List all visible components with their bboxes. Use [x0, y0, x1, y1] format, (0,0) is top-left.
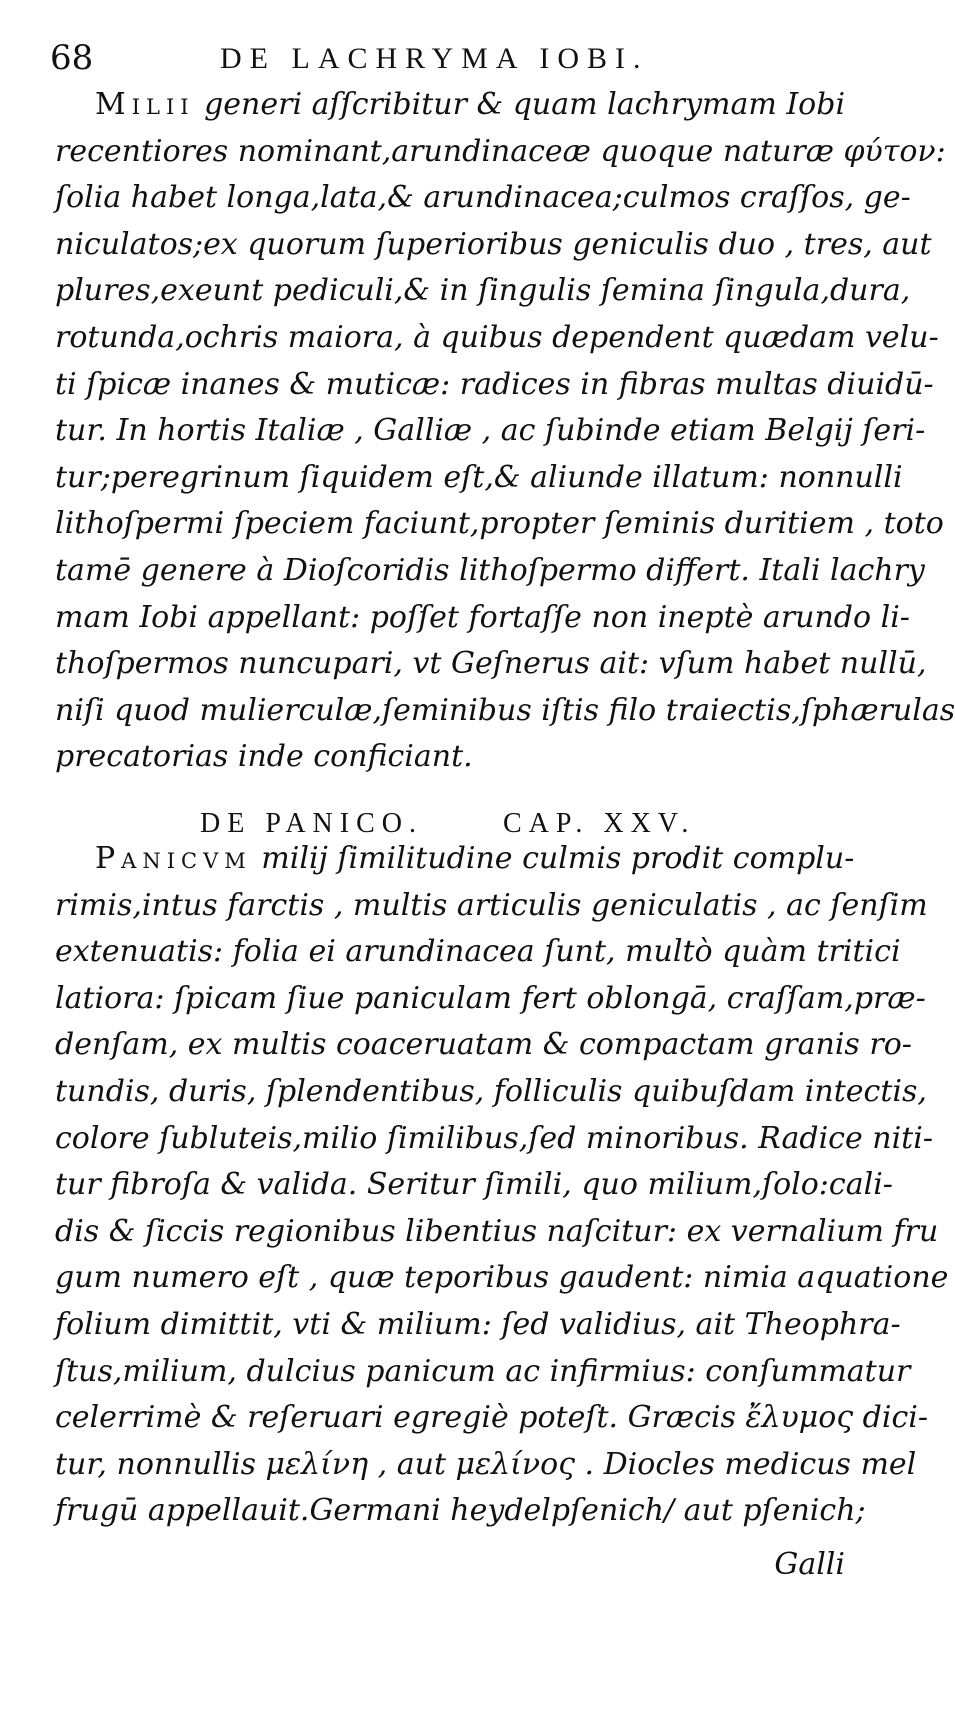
text-line: Milii generi aſſcribitur & quam lachrymam Iobi [95, 87, 846, 122]
panico-section [55, 836, 949, 1535]
text-line: frugū appellauit.Germani heydelpſenich/ aut pſenich; [55, 1493, 866, 1529]
text-line: tur;peregrinum ſiquidem eſt,& aliunde illatum: nonnulli [55, 459, 903, 495]
lead-word: Milii [95, 87, 195, 122]
text-line: celerrimè & reſeruari egregiè poteſt. Græcis ἔλυμος dici- [55, 1400, 928, 1436]
text-line: ti ſpicæ inanes & muticæ: radices in fibras multas diuidū- [55, 366, 934, 402]
text-line: mam Iobi appellant: poſſet fortaſſe non ineptè arundo li- [55, 599, 910, 635]
text-line: lithoſpermi ſpeciem faciunt,propter ſeminis duritiem , toto [55, 506, 944, 542]
text-line: dis & ſiccis regionibus libentius naſcitur: ex vernalium fru [55, 1213, 939, 1249]
text-line: latiora: ſpicam ſiue paniculam fert oblongā, craſſam,præ- [55, 980, 926, 1016]
text-line: denſam, ex multis coaceruatam & compactam granis ro- [55, 1027, 912, 1063]
page-header [50, 38, 850, 88]
text-line: folium dimittit, vti & milium: ſed validius, ait Theophra- [55, 1306, 901, 1342]
text-line: Panicvm milij ſimilitudine culmis prodit complu- [95, 841, 855, 876]
text-line: niſi quod mulierculæ,ſeminibus iſtis filo traiectis,ſphærulas [55, 692, 955, 728]
catchword: Galli [774, 1547, 845, 1582]
page-number: 68 [50, 38, 94, 78]
text-line: plures,exeunt pediculi,& in ſingulis ſemina ſingula,dura, [55, 273, 911, 309]
text-line: tamē genere à Dioſcoridis lithoſpermo differt. Itali lachry [55, 552, 925, 588]
text-line: tur fibroſa & valida. Seritur ſimili, quo milium,ſolo:cali- [55, 1167, 893, 1203]
text-line: extenuatis: folia ei arundinacea ſunt, multò quàm tritici [55, 934, 901, 970]
text-line: tundis, duris, ſplendentibus, folliculis quibuſdam intectis, [55, 1073, 927, 1109]
text-line: rimis,intus farctis , multis articulis geniculatis , ac ſenſim [55, 887, 928, 923]
text-line: ſolia habet longa,lata,& arundinacea;culmos craſſos, ge- [55, 180, 911, 216]
text-line: niculatos;ex quorum ſuperioribus geniculis duo , tres, aut [55, 226, 932, 262]
lachryma-iobi-section [55, 82, 955, 781]
text-line: precatorias inde conficiant. [55, 739, 473, 775]
text-line: thoſpermos nuncupari, vt Geſnerus ait: vſum habet nullū, [55, 646, 927, 682]
chapter-number: CAP. XXV. [503, 808, 696, 839]
text-line: colore ſubluteis,milio ſimilibus,ſed minoribus. Radice niti- [55, 1120, 933, 1156]
text-line: tur, nonnullis μελίνη , aut μελίνος . Diocles medicus mel [55, 1446, 917, 1482]
text-line: gum numero eſt , quæ teporibus gaudent: nimia aquatione [55, 1260, 949, 1296]
text-line: recentiores nominant,arundinaceæ quoque naturæ φύτον: [55, 133, 946, 169]
text-line: ſtus,milium, dulcius panicum ac infirmius: conſummatur [55, 1353, 911, 1389]
chapter-title: DE PANICO. [200, 808, 423, 839]
lead-word: Panicvm [95, 841, 252, 876]
text-line: rotunda,ochris maiora, à quibus dependent quædam velu- [55, 319, 939, 355]
text-line: tur. In hortis Italiæ , Galliæ , ac ſubinde etiam Belgij ſeri- [55, 413, 926, 449]
running-title: DE LACHRYMA IOBI. [220, 42, 649, 75]
